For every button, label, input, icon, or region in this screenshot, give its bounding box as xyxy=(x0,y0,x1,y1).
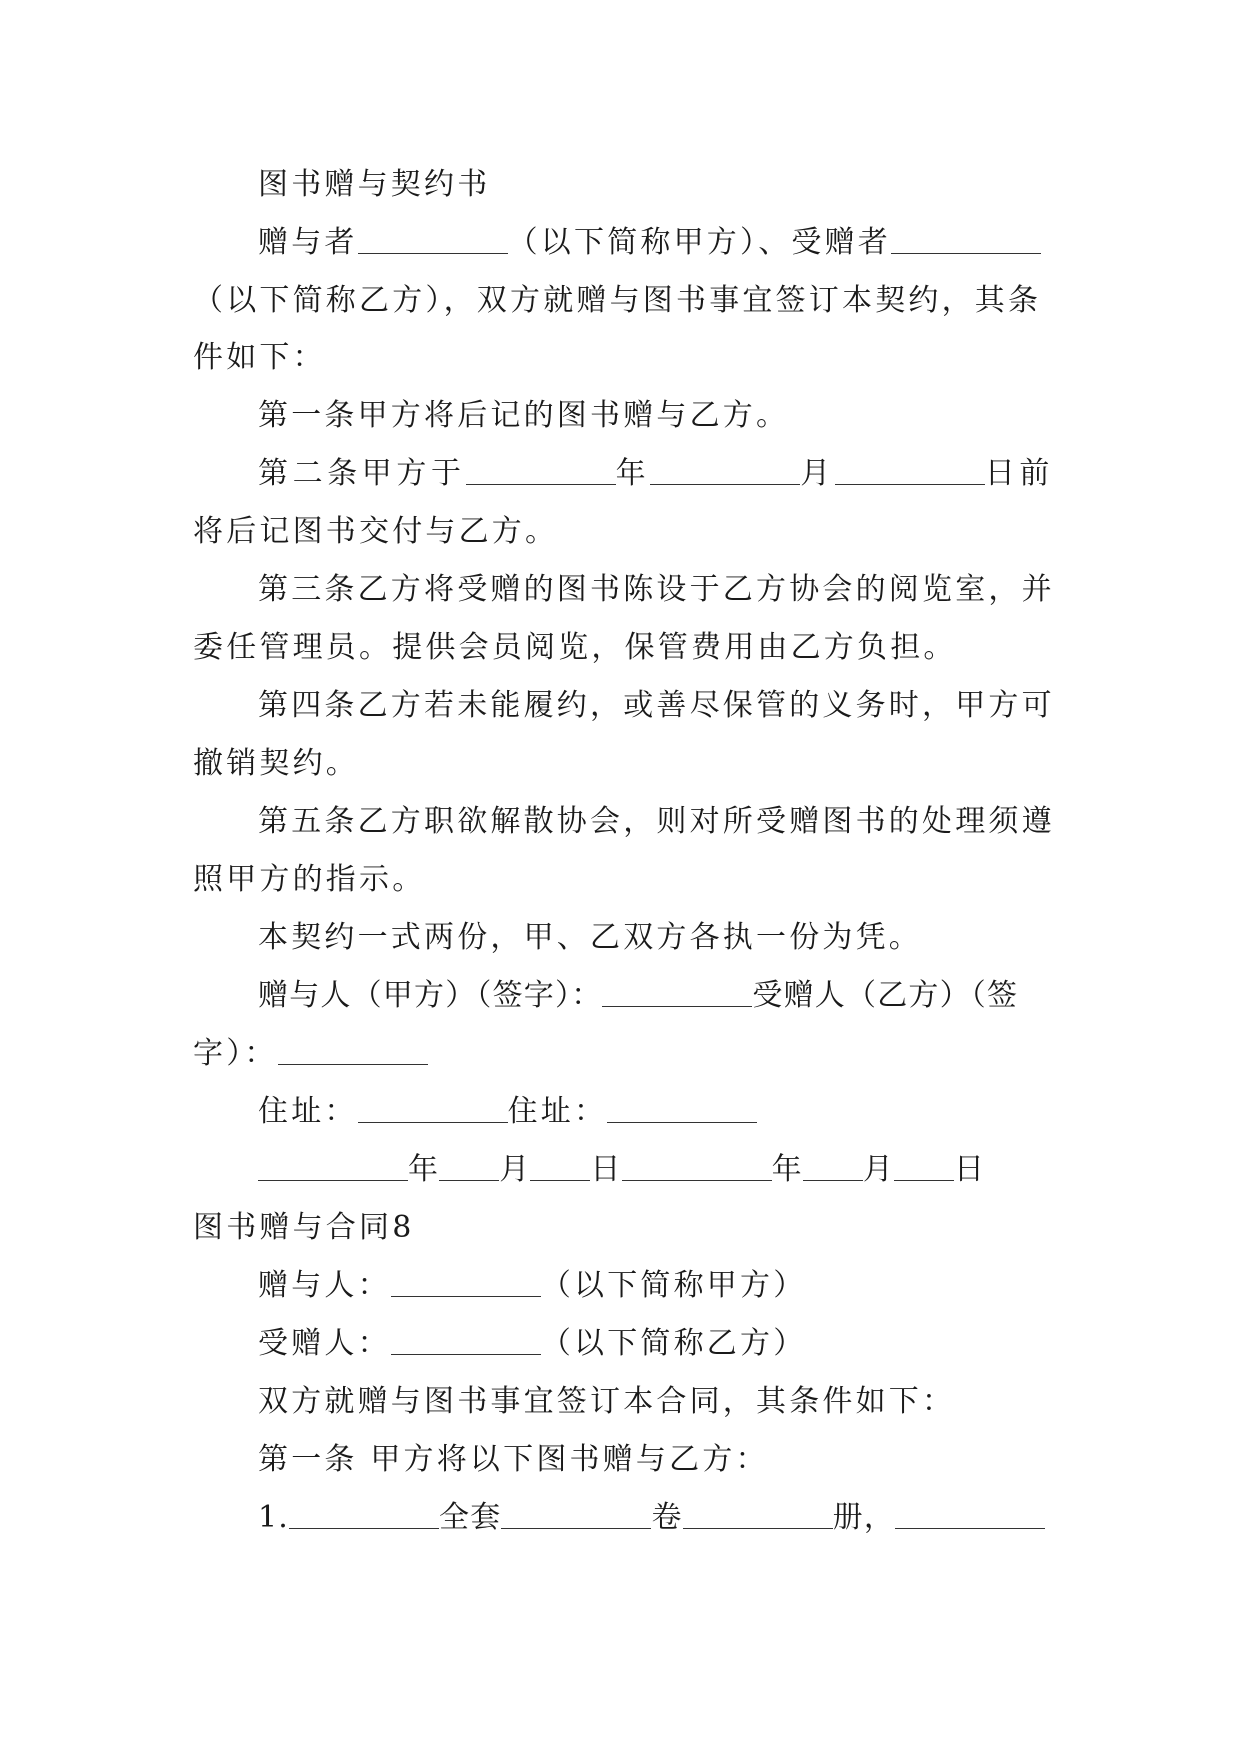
article-2: 第二条甲方于 年 月 日前 xyxy=(258,456,1055,491)
recipient-year-blank xyxy=(622,1152,772,1181)
doc2-recipient-line: 受赠人： （以下简称乙方） xyxy=(258,1326,807,1361)
article-5: 第五条乙方职欲解散协会，则对所受赠图书的处理须遵 xyxy=(258,804,1055,839)
delivery-day-blank xyxy=(835,456,985,485)
intro-line: 赠与者 （以下简称甲方）、受赠者 xyxy=(258,223,1053,263)
delivery-year-blank xyxy=(466,456,616,485)
doc2-recipient-blank xyxy=(391,1326,541,1355)
donor-name-blank xyxy=(358,225,508,254)
doc2-article-1: 第一条 甲方将以下图书赠与乙方： xyxy=(258,1442,769,1477)
contract-title: 图书赠与契约书 xyxy=(258,167,491,202)
intro-line-3: 件如下： xyxy=(193,340,326,375)
second-contract-title: 图书赠与合同8 xyxy=(193,1210,415,1245)
doc2-item-1: 1. 全套 卷 册， xyxy=(258,1498,1053,1538)
article-2-cont: 将后记图书交付与乙方。 xyxy=(193,514,559,549)
recipient-month-blank xyxy=(803,1152,863,1181)
recipient-signature-blank xyxy=(278,1036,428,1065)
doc2-donor-blank xyxy=(391,1268,541,1297)
item-books-blank xyxy=(683,1500,833,1529)
address-line: 住址： 住址： xyxy=(258,1092,1053,1132)
signature-line-cont: 字）： xyxy=(193,1034,1053,1074)
recipient-day-blank xyxy=(894,1152,954,1181)
date-line: 年 月 日 年 月 日 xyxy=(258,1150,1053,1190)
donor-year-blank xyxy=(258,1152,408,1181)
doc2-donor-line: 赠与人： （以下简称甲方） xyxy=(258,1268,807,1303)
recipient-name-blank xyxy=(891,225,1041,254)
donor-day-blank xyxy=(530,1152,590,1181)
intro-line-2: （以下简称乙方），双方就赠与图书事宜签订本契约，其条 xyxy=(193,283,1042,318)
article-4-cont: 撤销契约。 xyxy=(193,746,359,781)
delivery-month-blank xyxy=(650,456,800,485)
article-4: 第四条乙方若未能履约，或善尽保管的义务时，甲方可 xyxy=(258,688,1055,723)
item-volume-blank xyxy=(501,1500,651,1529)
signature-line: 赠与人（甲方）（签字）： 受赠人（乙方）（签 xyxy=(258,978,1019,1013)
copies-clause: 本契约一式两份，甲、乙双方各执一份为凭。 xyxy=(258,920,922,955)
article-1: 第一条甲方将后记的图书赠与乙方。 xyxy=(258,398,790,433)
recipient-address-blank xyxy=(607,1094,757,1123)
donor-address-blank xyxy=(358,1094,508,1123)
doc2-intro: 双方就赠与图书事宜签订本合同，其条件如下： xyxy=(258,1384,956,1419)
article-5-cont: 照甲方的指示。 xyxy=(193,862,426,897)
article-3-cont: 委任管理员。提供会员阅览，保管费用由乙方负担。 xyxy=(193,630,957,665)
item-extra-blank xyxy=(895,1500,1045,1529)
article-3: 第三条乙方将受赠的图书陈设于乙方协会的阅览室，并 xyxy=(258,572,1055,607)
donor-signature-blank xyxy=(602,978,752,1007)
item-title-blank xyxy=(289,1500,439,1529)
donor-month-blank xyxy=(439,1152,499,1181)
